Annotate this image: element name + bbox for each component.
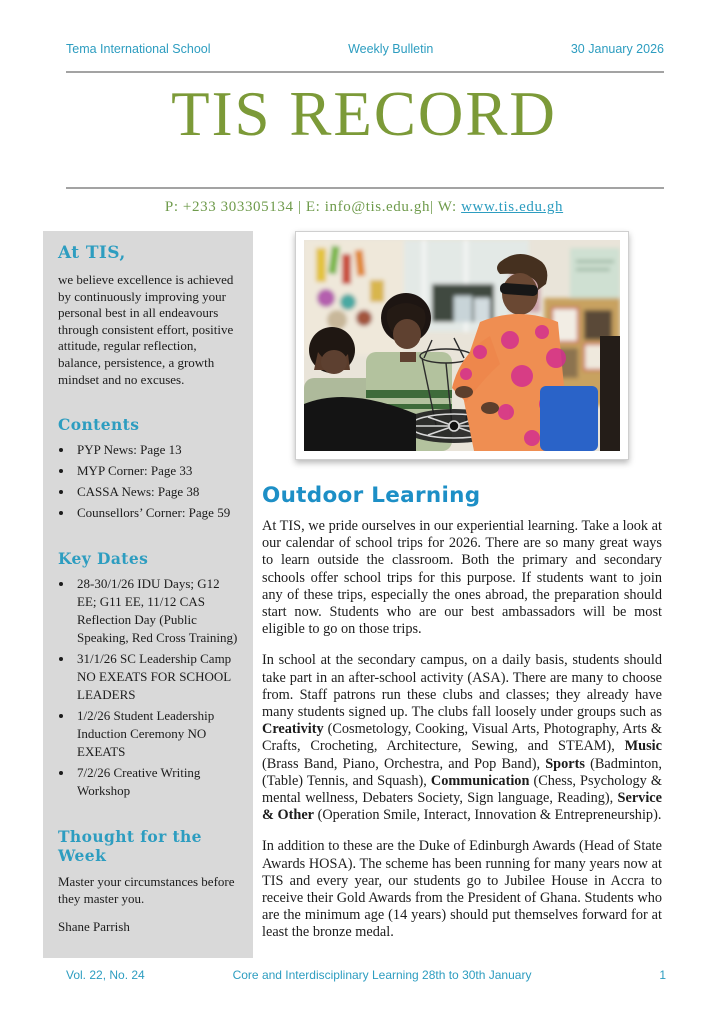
footer-volume: Vol. 22, No. 24 (66, 968, 145, 982)
list-item: • MYP Corner: Page 33 (74, 462, 238, 480)
header-bulletin-label: Weekly Bulletin (348, 42, 434, 56)
header-divider (66, 71, 664, 73)
website-link[interactable]: www.tis.edu.gh (461, 199, 564, 215)
contact-email: E: info@tis.edu.gh| (305, 199, 434, 215)
list-item: • CASSA News: Page 38 (74, 483, 238, 501)
masthead-title: TIS RECORD (171, 79, 557, 149)
blue-chair (540, 386, 598, 451)
sidebar-keydates-heading: Key Dates (58, 549, 149, 569)
key-dates-list (58, 575, 238, 800)
contact-phone: P: +233 303305134 (164, 199, 294, 215)
list-item: • 7/2/26 Creative Writing Workshop (74, 764, 238, 800)
main-column (262, 231, 662, 958)
content-columns (43, 231, 662, 958)
thought-author: Shane Parrish (58, 919, 130, 935)
masthead-divider (66, 187, 664, 189)
page-footer (66, 968, 666, 982)
article-photo (295, 231, 629, 460)
header-date: 30 January 2026 (570, 42, 664, 56)
right-silhouette (600, 336, 620, 451)
list-item: • PYP News: Page 13 (74, 441, 238, 459)
footer-theme: Core and Interdisciplinary Learning 28th to 30th January (232, 968, 532, 982)
article-paragraph-1: At TIS, we pride ourselves in our experiential learning. Take a look at our calendar of school trips for 2026. There are so many great ways to learn outside the classroom. Both the primary and secondary schools offer school trips for this purpose. If students want to join any of these trips, especially the ones abroad, the preparation should start now. Students who are our best ambassadors will be most eligible to go on those trips. (262, 518, 662, 638)
sidebar-attis-body: we believe excellence is achieved by continuously improving your personal best in all endeavours through consistent effort, positive attitude, regular reflection, balance, persistence, a growth mindset and no excuses. (58, 272, 234, 387)
sidebar-attis-heading: At TIS, (58, 243, 126, 263)
footer-page-number: 1 (659, 968, 666, 982)
page-header (66, 42, 664, 56)
contact-separator: | (297, 199, 302, 215)
contact-web-label: W: (437, 199, 457, 215)
list-item: • 1/2/26 Student Leadership Induction Ceremony NO EXEATS (74, 707, 238, 761)
list-item: • 28-30/1/26 IDU Days; G12 EE; G11 EE, 11/12 CAS Reflection Day (Public Speaking, Red Cross Training) (74, 575, 238, 647)
list-item: • 31/1/26 SC Leadership Camp NO EXEATS FOR SCHOOL LEADERS (74, 650, 238, 704)
sidebar-thought-heading: Thought for the Week (58, 827, 202, 866)
article-heading: Outdoor Learning (262, 483, 481, 508)
sidebar (43, 231, 253, 958)
header-school-name: Tema International School (66, 42, 211, 56)
photo-illustration (304, 240, 620, 451)
sidebar-contents-heading: Contents (58, 415, 140, 435)
contact-line (0, 199, 728, 216)
article-paragraph-3: In addition to these are the Duke of Edinburgh Awards (Head of State Awards HOSA). The scheme has been running for many years now at TIS and every year, our students go to Jubilee House in Accra to receive their Gold Awards from the President of Ghana. Students who are the minimum age (14 years) should put themselves forward for at least the bronze medal. (262, 838, 662, 941)
contents-list (58, 441, 238, 522)
thought-quote: Master your circumstances before they master you. (58, 874, 235, 906)
list-item: • Counsellors’ Corner: Page 59 (74, 504, 238, 522)
article-paragraph-2: In school at the secondary campus, on a daily basis, students should take part in an after-school activity (ASA). There are many to choose from. Staff patrons run these clubs and classes; they already have many students signed up. The clubs fall loosely under groups such as Creativity (Cosmetology, Cooking, Visual Arts, Photography, Arts & Crafts, Crocheting, Architecture, Sewing, and STEAM), Music (Brass Band, Piano, Orchestra, and Pop Band), Sports (Badminton, (Table) Tennis, and Squash), Communication (Chess, Psychology & mental wellness, Debaters Society, Sign language, Reading), Service & Other (Operation Smile, Interact, Innovation & Entrepreneurship). (262, 652, 662, 824)
